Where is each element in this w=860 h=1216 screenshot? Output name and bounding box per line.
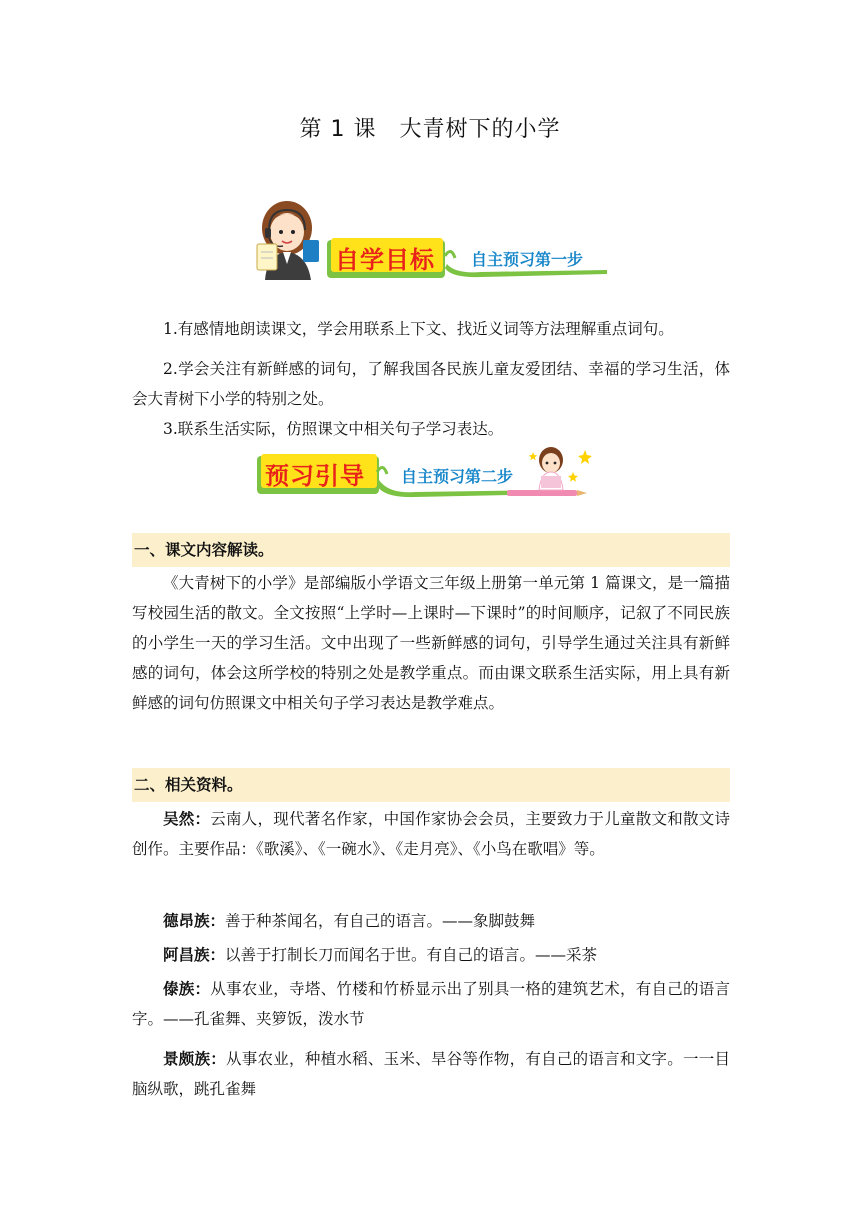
goal-item: 2.学会关注有新鲜感的词句，了解我国各民族儿童友爱团结、幸福的学习生活，体会大青树下小学的特别之处。	[132, 360, 730, 408]
section-heading: 一、课文内容解读。	[132, 533, 730, 567]
goal-item: 1.有感情地朗读课文，学会用联系上下文、找近义词等方法理解重点词句。	[163, 320, 674, 338]
self-study-goals-banner	[255, 198, 615, 280]
banner-guide-title: 预习引导	[265, 462, 365, 490]
entry-text: 从事农业，寺塔、竹楼和竹桥显示出了别具一格的建筑艺术，有自己的语言字。——孔雀舞、夹箩饭，泼水节	[132, 980, 730, 1028]
section-body: 《大青树下的小学》是部编版小学语文三年级上册第一单元第 1 篇课文，是一篇描写校园生活的散文。全文按照“上学时—上课时—下课时”的时间顺序，记叙了不同民族的小学生一天的学习生活。文中出现了一些新鲜感的词句，引导学生通过关注具有新鲜感的词句，体会这所学校的特别之处是教学重点。而由课文联系生活实际，用上具有新鲜感的词句仿照课文中相关句子学习表达是教学难点。	[132, 574, 730, 712]
preview-guide-banner	[255, 442, 605, 504]
entry-term: 阿昌族：	[163, 946, 226, 964]
banner-goals-subtitle: 自主预习第一步	[471, 250, 584, 269]
reference-entry	[132, 940, 730, 970]
entry-text: 从事农业，种植水稻、玉米、旱谷等作物，有自己的语言和文字。一一目脑纵歌，跳孔雀舞	[132, 1050, 730, 1098]
reference-entry	[132, 906, 730, 936]
banner-guide-subtitle: 自主预习第二步	[401, 467, 514, 486]
entry-term: 吴然：	[163, 810, 211, 828]
page-title: 第 1 课 大青树下的小学	[299, 117, 561, 142]
goal-item: 3.联系生活实际，仿照课文中相关句子学习表达。	[163, 420, 504, 438]
entry-text: 善于种茶闻名，有自己的语言。——象脚鼓舞	[225, 912, 536, 930]
entry-text: 以善于打制长刀而闻名于世。有自己的语言。——采茶	[225, 946, 598, 964]
reference-entry	[132, 1044, 730, 1104]
entry-term: 德昂族：	[163, 912, 226, 930]
entry-term: 傣族：	[163, 980, 211, 998]
section-heading: 二、相关资料。	[132, 768, 730, 802]
reference-entry	[132, 804, 730, 864]
entry-text: 云南人，现代著名作家，中国作家协会会员，主要致力于儿童散文和散文诗创作。主要作品：《歌溪》、《一碗水》、《走月亮》、《小鸟在歌唱》等。	[132, 810, 730, 858]
reference-entry	[132, 974, 730, 1034]
banner-goals-title: 自学目标	[335, 246, 435, 274]
entry-term: 景颇族：	[163, 1050, 227, 1068]
